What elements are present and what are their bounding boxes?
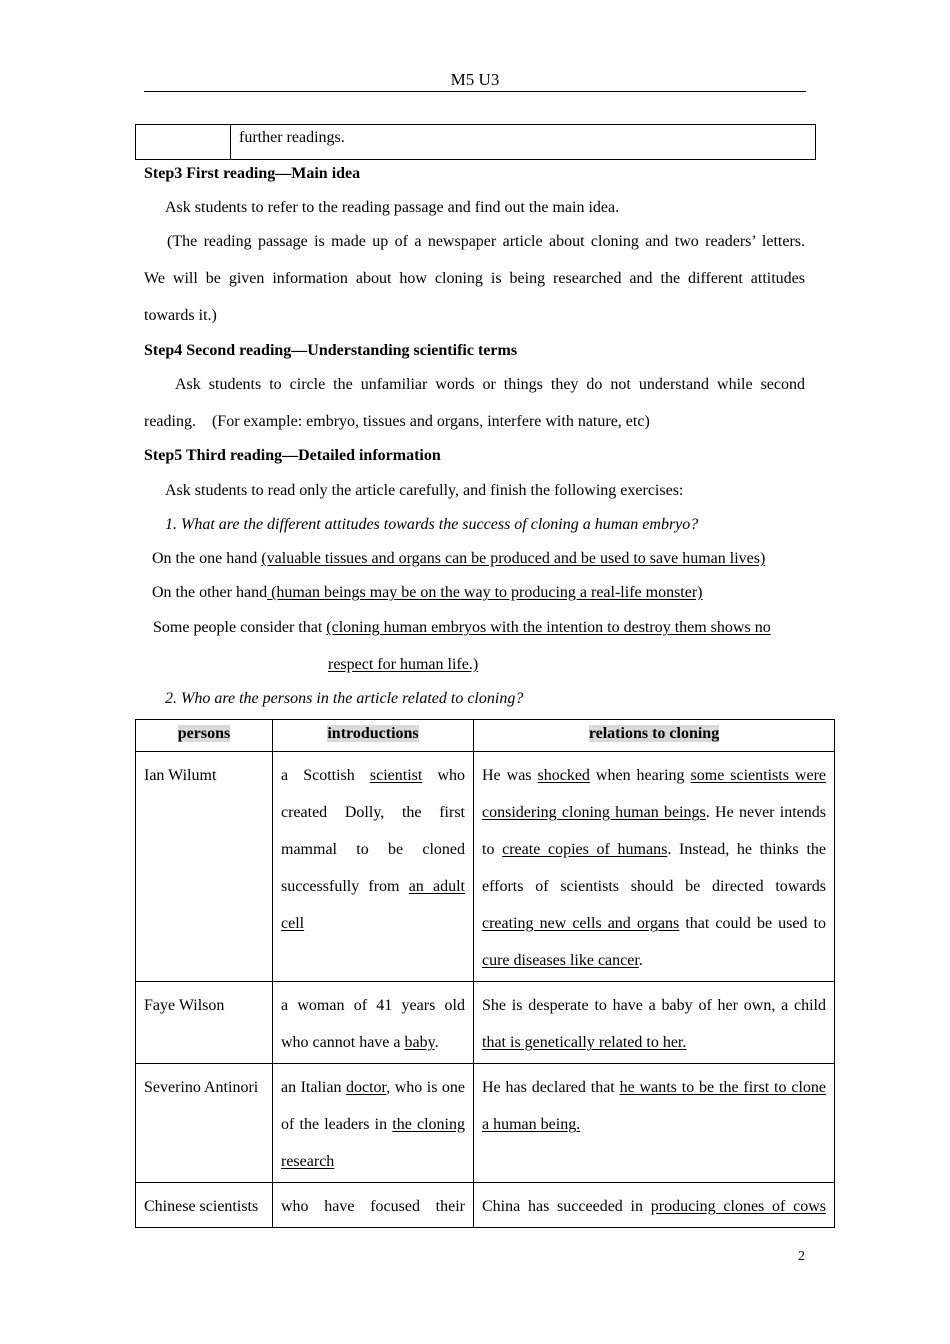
column-header [474,720,835,752]
page-header-title: M5 U3 [450,70,500,89]
person-introduction: an Italian doctor, who is one of the leaders in the cloning research [273,1064,474,1183]
answer-3-label: Some people consider that [153,619,327,636]
answer-1 [152,549,813,569]
step5-intro: Ask students to read only the article carefully, and finish the following exercises: [165,482,684,499]
answer-1-label: On the one hand [152,550,262,567]
column-header-introductions: introductions [327,725,419,742]
person-introduction: who have focused their [273,1183,474,1228]
step4-paragraph-line-2: reading. (For example: embryo, tissues and organs, interfere with nature, etc) [144,413,650,430]
step3-paragraph-1: Ask students to refer to the reading passage and find out the main idea. [165,199,620,216]
column-header-persons: persons [177,725,231,742]
column-header [273,720,474,752]
continuation-table [135,124,816,160]
header-rule [144,91,806,92]
step3-heading: Step3 First reading—Main idea [144,165,361,182]
step3-paragraph-2-line-2: We will be given information about how cloning is being researched and the different attitudes [144,270,805,287]
table-row [136,982,835,1064]
persons-table [135,719,835,1228]
person-name: Faye Wilson [136,982,273,1064]
answer-3-continued [328,655,950,675]
table-row [136,1183,835,1228]
answer-3 [153,618,814,638]
table-row [136,752,835,982]
question-1: 1. What are the different attitudes towards the success of cloning a human embryo? [165,516,699,533]
table-header-row [136,720,835,752]
person-introduction: a Scottish scientist who created Dolly, the first mammal to be cloned successfully from an adult cell [273,752,474,982]
person-relation: He has declared that he wants to be the first to clone a human being. [474,1064,835,1183]
step3-paragraph-2-line-3: towards it.) [144,307,217,324]
page-number: 2 [798,1249,805,1264]
answer-2 [152,583,813,603]
step4-heading: Step4 Second reading—Understanding scientific terms [144,342,518,359]
step5-heading: Step5 Third reading—Detailed information [144,447,441,464]
step3-paragraph-2-line-1: (The reading passage is made up of a newspaper article about cloning and two readers’ letters. [167,233,805,250]
answer-3-text-line-2: respect for human life.) [328,656,479,673]
answer-1-text: (valuable tissues and organs can be produced and be used to save human lives) [261,550,766,567]
table-row [136,1064,835,1183]
further-readings-cell: further readings. [231,125,816,160]
empty-cell [136,125,231,160]
person-name: Ian Wilumt [136,752,273,982]
column-header [136,720,273,752]
person-relation: He was shocked when hearing some scientists were considering cloning human beings. He never intends to create copies of humans. Instead, he thinks the efforts of scientists should be directed towards creating new cells and organs that could be used to cure diseases like cancer. [474,752,835,982]
person-introduction: a woman of 41 years old who cannot have a baby. [273,982,474,1064]
answer-2-label: On the other hand [152,584,268,601]
question-2: 2. Who are the persons in the article related to cloning? [165,690,524,707]
person-relation: China has succeeded in producing clones of cows [474,1183,835,1228]
person-name: Chinese scientists [136,1183,273,1228]
person-name: Severino Antinori [136,1064,273,1183]
column-header-relations: relations to cloning [588,725,720,742]
answer-2-text: (human beings may be on the way to producing a real-life monster) [267,584,703,601]
person-relation: She is desperate to have a baby of her own, a child that is genetically related to her. [474,982,835,1064]
step4-paragraph-line-1: Ask students to circle the unfamiliar words or things they do not understand while second [175,376,805,393]
answer-3-text-line-1: (cloning human embryos with the intention to destroy them shows no [326,619,771,636]
